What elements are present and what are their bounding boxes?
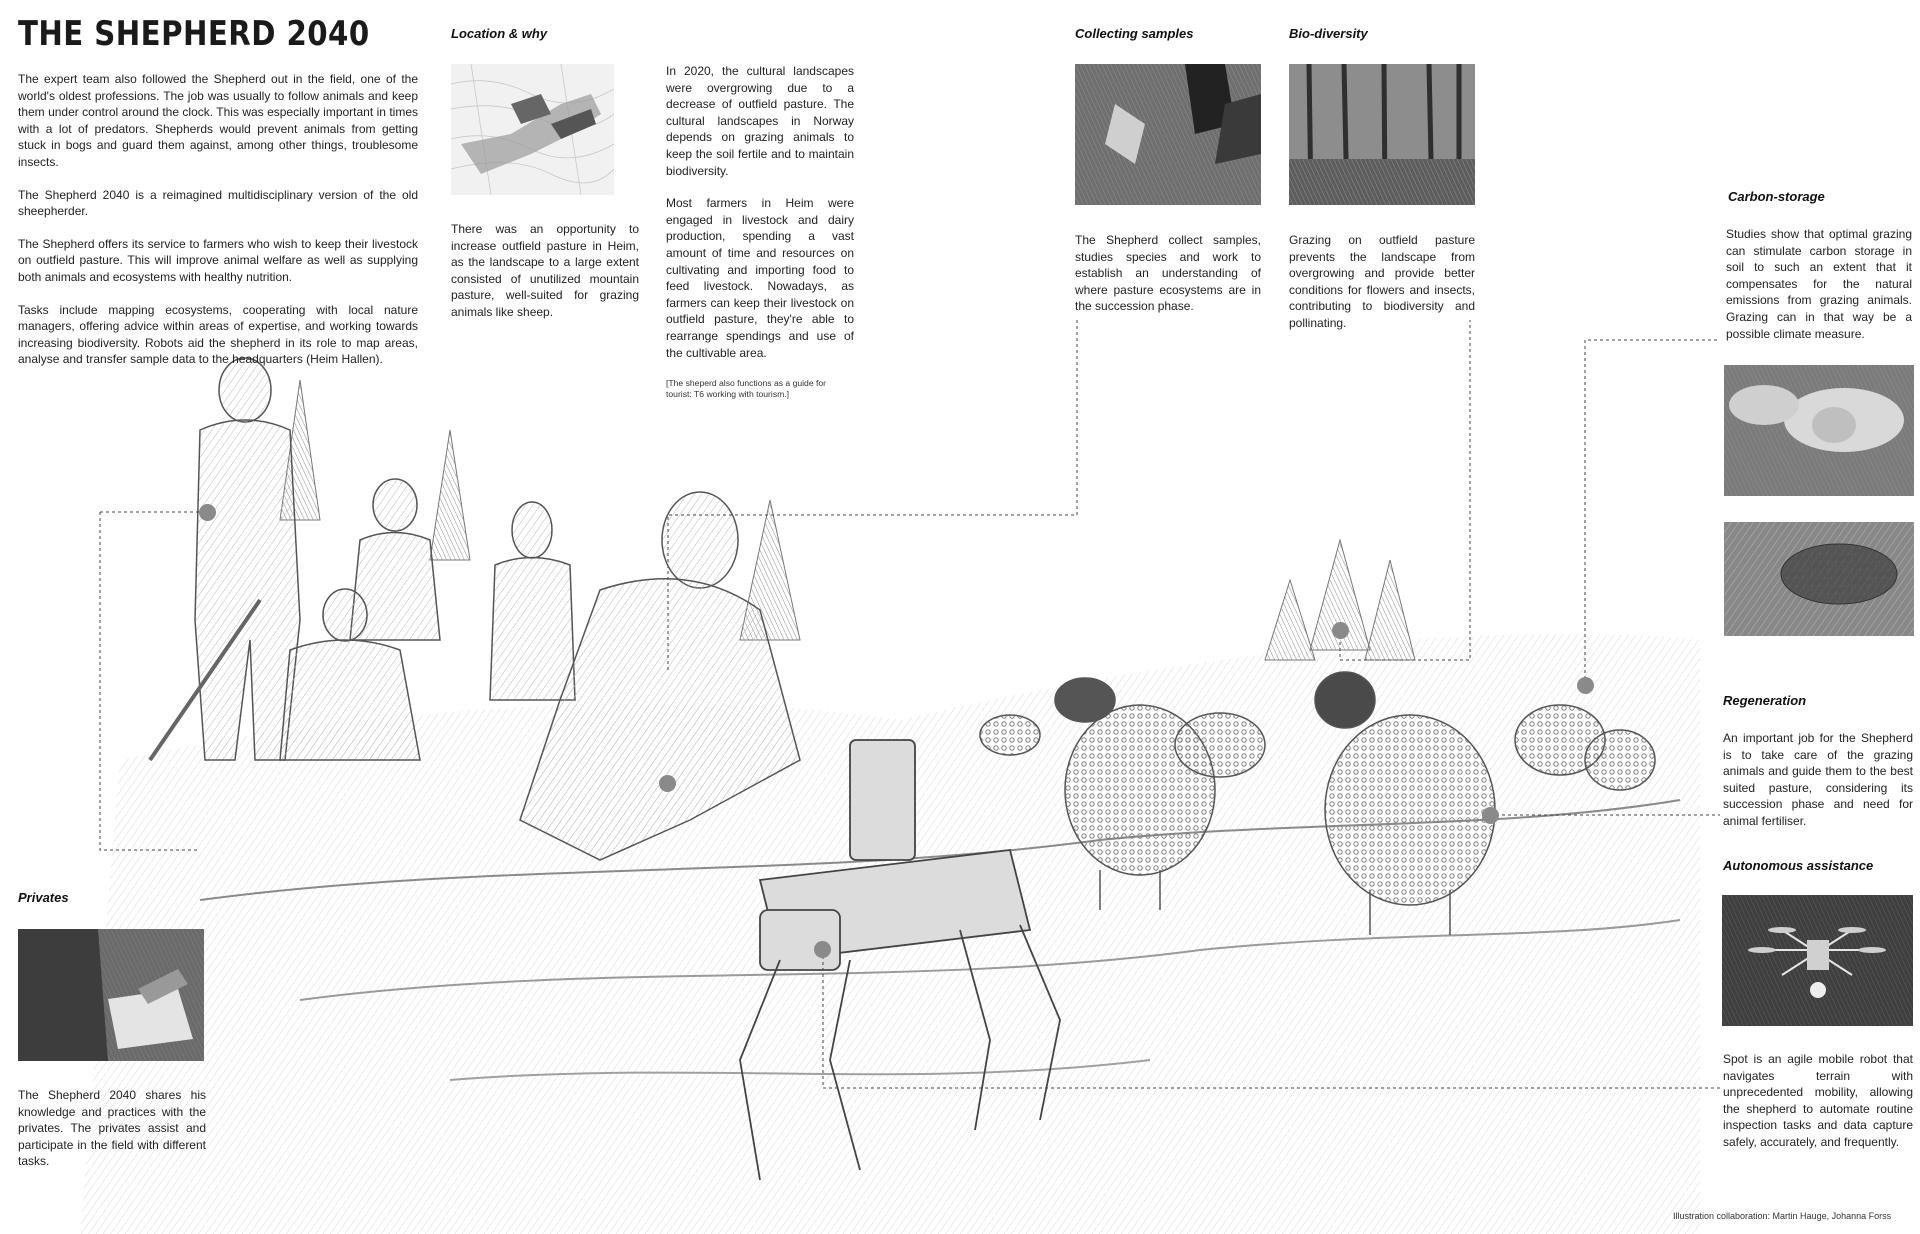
intro-paragraph: The Shepherd offers its service to farmers who wish to keep their livestock on outfield pasture. This will improve animal welfare as well as supplying both animals and ecosystems with healthy nutrition. bbox=[18, 236, 418, 284]
location-text-col2 bbox=[666, 63, 854, 377]
illustration-credit: Illustration collaboration: Martin Hauge, Johanna Forss bbox=[1673, 1211, 1892, 1221]
page-title: THE SHEPHERD 2040 bbox=[18, 14, 370, 54]
marker-dot-collecting[interactable] bbox=[659, 775, 676, 792]
collecting-heading: Collecting samples bbox=[1075, 26, 1194, 41]
regeneration-text: An important job for the Shepherd is to take care of the grazing animals and guide them to the best suited pasture, considering its succession phase and need for animal fertiliser. bbox=[1723, 731, 1913, 828]
marker-dot-carbon[interactable] bbox=[1577, 677, 1594, 694]
intro-text bbox=[18, 71, 418, 384]
marker-dot-privates[interactable] bbox=[199, 504, 216, 521]
biodiversity-text: Grazing on outfield pasture prevents the landscape from overgrowing and provide better conditions for flowers and insects, contributing to biodiversity and pollinating. bbox=[1289, 233, 1475, 330]
privates-heading: Privates bbox=[18, 890, 69, 905]
location-paragraph: In 2020, the cultural landscapes were overgrowing due to a decrease of outfield pasture. The cultural landscapes in Norway depends on grazing animals to keep the soil fertile and to maintain biodiversity. bbox=[666, 64, 854, 178]
privates-text: The Shepherd 2040 shares his knowledge and practices with the privates. The privates assist and participate in the field with different tasks. bbox=[18, 1088, 206, 1169]
biodiversity-heading: Bio-diversity bbox=[1289, 26, 1368, 41]
carbon-sheep-photo bbox=[1724, 365, 1914, 496]
collecting-text: The Shepherd collect samples, studies species and work to establish an understanding of where pasture ecosystems are in the succession phase. bbox=[1075, 233, 1261, 314]
carbon-text: Studies show that optimal grazing can stimulate carbon storage in soil to such an extent that it compensates for the natural emissions from grazing animals. Grazing can in that way be a possible climate measure. bbox=[1726, 227, 1912, 341]
location-text: There was an opportunity to increase outfield pasture in Heim, as the landscape to a large extent consisted of unutilized mountain pasture, well-suited for grazing animals like sheep. bbox=[451, 222, 639, 319]
marker-dot-robot[interactable] bbox=[814, 941, 831, 958]
privates-photo bbox=[18, 929, 204, 1061]
marker-dot-biodiversity[interactable] bbox=[1332, 622, 1349, 639]
drone-photo bbox=[1722, 895, 1913, 1026]
trees bbox=[280, 380, 1415, 660]
location-paragraph: Most farmers in Heim were engaged in livestock and dairy production, spending a vast amount of time and resources on cultivating and importing food to feed livestock. Nowadays, as farmers can keep their livestock on outfield pasture, they're able to rearrange spendings and use of the cultivable area. bbox=[666, 196, 854, 360]
autonomous-text: Spot is an agile mobile robot that navigates terrain with unprecedented mobility, allowing the shepherd to automate routine inspection tasks and data capture safely, accurately, and frequently. bbox=[1723, 1052, 1913, 1149]
carbon-heading: Carbon-storage bbox=[1728, 189, 1825, 204]
carbon-dung-photo bbox=[1724, 522, 1914, 636]
marker-dot-regeneration[interactable] bbox=[1482, 807, 1499, 824]
intro-paragraph: The Shepherd 2040 is a reimagined multidisciplinary version of the old sheepherder. bbox=[18, 187, 418, 219]
collecting-samples-photo bbox=[1075, 64, 1261, 205]
location-heading: Location & why bbox=[451, 26, 548, 41]
location-map-image bbox=[451, 64, 614, 195]
tourism-note: [The sheperd also functions as a guide for tourist: T6 working with tourism.] bbox=[666, 378, 827, 399]
intro-paragraph: The expert team also followed the Shepherd out in the field, one of the world's oldest professions. The job was usually to follow animals and keep them under control around the clock. This was especially important in times with a lot of predators. Shepherds would prevent animals from getting stuck in bogs and guard them against, among other things, troublesome insects. bbox=[18, 72, 418, 169]
regeneration-heading: Regeneration bbox=[1723, 693, 1807, 708]
intro-paragraph: Tasks include mapping ecosystems, cooperating with local nature managers, offering advice within areas of expertise, and working towards increasing biodiversity. Robots aid the shepherd in its role to map areas, analyse and transfer sample data to the headquarters (Heim Hallen). bbox=[18, 302, 418, 367]
autonomous-heading: Autonomous assistance bbox=[1723, 858, 1874, 873]
biodiversity-forest-photo bbox=[1289, 64, 1475, 205]
